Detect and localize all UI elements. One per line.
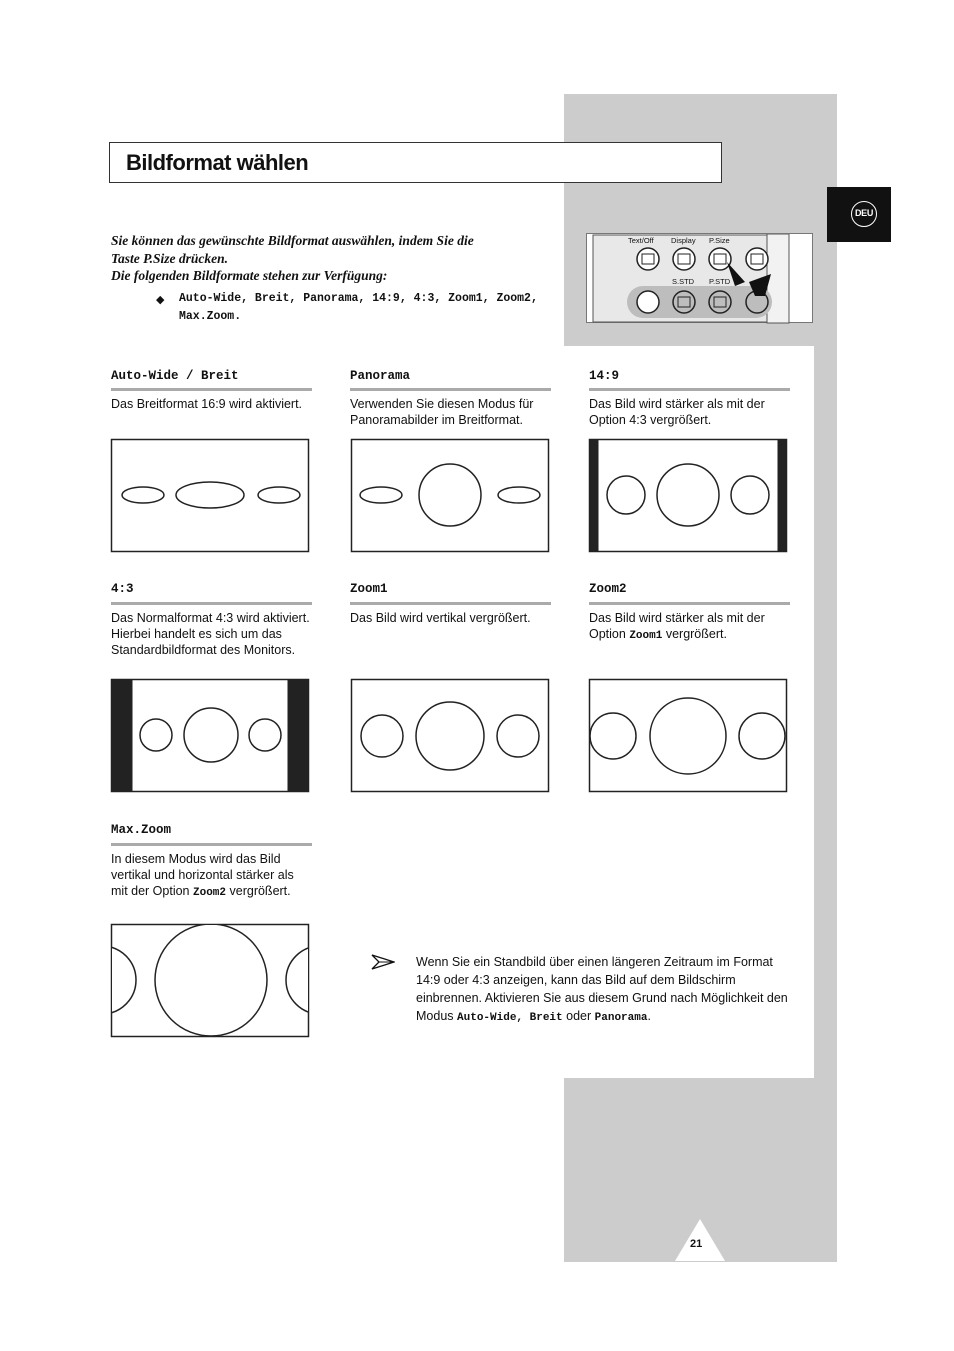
diagram-4-3 bbox=[110, 678, 312, 794]
intro-line-3: Die folgenden Bildformate stehen zur Verfügung: bbox=[111, 268, 388, 283]
remote-label-sstd: S.STD bbox=[672, 277, 695, 286]
intro-text bbox=[111, 232, 541, 285]
note-code-2: Panorama bbox=[594, 1012, 648, 1024]
remote-label-pstd: P.STD bbox=[709, 277, 731, 286]
language-tab bbox=[827, 187, 891, 242]
heading-rule bbox=[350, 388, 551, 391]
diamond-bullet-icon: ◆ bbox=[156, 294, 165, 306]
diagram-14-9 bbox=[588, 438, 790, 554]
diagram-zoom1 bbox=[350, 678, 552, 794]
heading-rule bbox=[350, 602, 551, 605]
diagram-max-zoom bbox=[110, 923, 312, 1039]
diagram-zoom2 bbox=[588, 678, 790, 794]
heading-zoom2: Zoom2 bbox=[589, 582, 627, 596]
heading-rule bbox=[589, 602, 790, 605]
remote-label-psize: P.Size bbox=[709, 236, 730, 245]
heading-rule bbox=[111, 602, 312, 605]
heading-4-3: 4:3 bbox=[111, 582, 134, 596]
desc-4-3: Das Normalformat 4:3 wird aktiviert. Hierbei handelt es sich um das Standardbildformat des Monitors. bbox=[111, 611, 310, 657]
heading-panorama: Panorama bbox=[350, 369, 411, 383]
diagram-panorama bbox=[350, 438, 552, 554]
desc-zoom1: Das Bild wird vertikal vergrößert. bbox=[350, 611, 531, 625]
intro-line-1: Sie können das gewünschte Bildformat auswählen, indem Sie die bbox=[111, 233, 474, 248]
intro-line-2: Taste P.Size drücken. bbox=[111, 250, 229, 266]
language-badge: DEU bbox=[851, 201, 877, 227]
heading-rule bbox=[111, 388, 312, 391]
desc-zoom2 bbox=[589, 610, 789, 644]
desc-max-zoom-pre: In diesem Modus wird das Bild vertikal und horizontal stärker als mit der Option bbox=[111, 852, 294, 898]
sidebar-panel-right bbox=[814, 346, 837, 1078]
format-list-text: Auto-Wide, Breit, Panorama, 14:9, 4:3, Zoom1, Zoom2, Max.Zoom. bbox=[179, 292, 538, 323]
desc-zoom2-post: vergrößert. bbox=[665, 627, 727, 641]
desc-zoom2-pre: Das Bild wird stärker als mit der Option bbox=[589, 611, 765, 641]
note-code-1: Auto-Wide, Breit bbox=[457, 1012, 563, 1024]
note-text-pre: Wenn Sie ein Standbild über einen längeren Zeitraum im Format 14:9 oder 4:3 anzeigen, kann das Bild auf dem Bildschirm einbrennen. Aktivieren Sie aus diesem Grund nach Möglichkeit den Modus bbox=[416, 955, 788, 1023]
remote-label-text-off: Text/Off bbox=[628, 236, 654, 245]
page-title: Bildformat wählen bbox=[126, 150, 309, 175]
note-end: . bbox=[647, 1009, 651, 1023]
remote-illustration bbox=[586, 233, 813, 323]
note-text bbox=[416, 953, 794, 1027]
desc-max-zoom-post: vergrößert. bbox=[229, 884, 291, 898]
heading-zoom1: Zoom1 bbox=[350, 582, 388, 596]
remote-graphic bbox=[587, 234, 814, 324]
remote-label-display: Display bbox=[671, 236, 696, 245]
heading-auto-wide: Auto-Wide / Breit bbox=[111, 369, 239, 383]
heading-14-9: 14:9 bbox=[589, 369, 620, 383]
heading-rule bbox=[589, 388, 790, 391]
desc-max-zoom-code: Zoom2 bbox=[193, 887, 227, 899]
note-arrow-icon bbox=[371, 953, 395, 971]
heading-max-zoom: Max.Zoom bbox=[111, 823, 172, 837]
desc-zoom2-code: Zoom1 bbox=[629, 630, 663, 642]
desc-max-zoom bbox=[111, 851, 311, 901]
heading-rule bbox=[111, 843, 312, 846]
desc-auto-wide: Das Breitformat 16:9 wird aktiviert. bbox=[111, 397, 303, 411]
desc-14-9: Das Bild wird stärker als mit der Option 4:3 vergrößert. bbox=[589, 397, 765, 427]
diagram-auto-wide bbox=[110, 438, 312, 554]
note-mid: oder bbox=[566, 1009, 592, 1023]
desc-panorama: Verwenden Sie diesen Modus für Panoramabilder im Breitformat. bbox=[350, 397, 534, 427]
title-box bbox=[109, 142, 722, 183]
page-number: 21 bbox=[690, 1238, 703, 1250]
